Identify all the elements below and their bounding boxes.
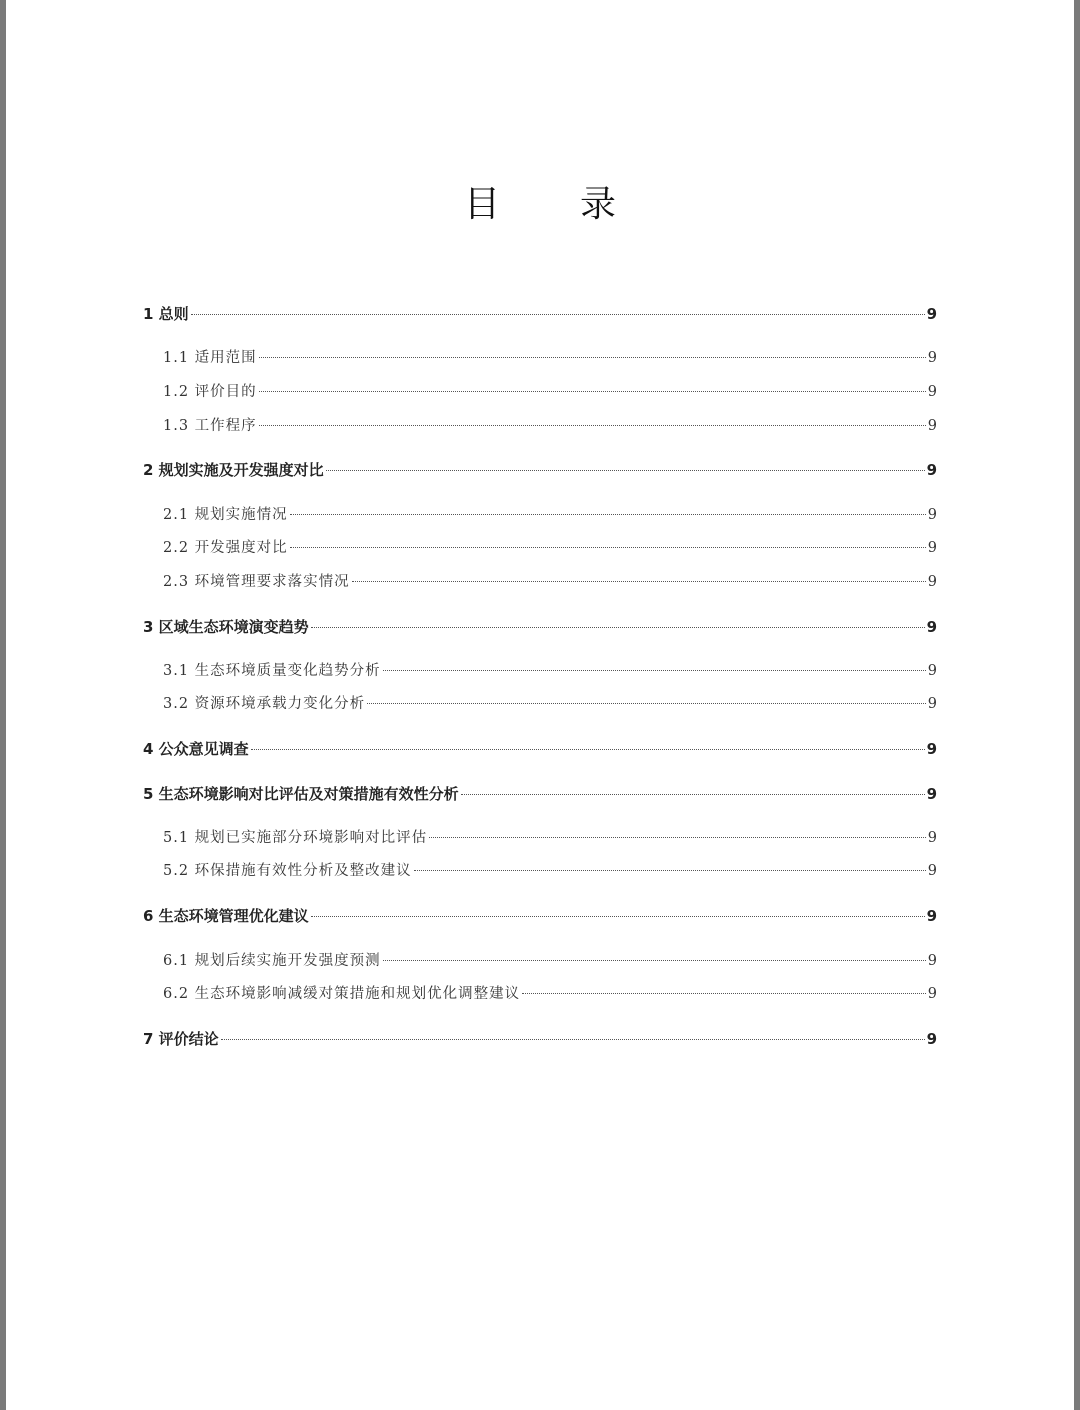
toc-entry-page: 9: [927, 540, 937, 556]
dot-leader: [367, 703, 926, 704]
toc-entry-page: 9: [927, 953, 937, 969]
toc-entry-1-1[interactable]: [143, 346, 937, 370]
toc-entry-label: 4 公众意见调查: [143, 740, 249, 758]
document-page: [6, 0, 1074, 1410]
dot-leader: [191, 314, 925, 315]
toc-entry-label: 6 生态环境管理优化建议: [143, 907, 309, 925]
dot-leader: [383, 960, 926, 961]
toc-entry-label: 6.1 规划后续实施开发强度预测: [163, 953, 381, 969]
dot-leader: [259, 425, 926, 426]
toc-entry-page: 9: [927, 830, 937, 846]
dot-leader: [311, 627, 925, 628]
toc-entry-5[interactable]: [143, 782, 937, 806]
toc-entry-label: 6.2 生态环境影响减缓对策措施和规划优化调整建议: [163, 986, 521, 1002]
toc-entry-3[interactable]: [143, 615, 937, 639]
toc-entry-page: 9: [926, 618, 937, 636]
toc-entry-label: 5.2 环保措施有效性分析及整改建议: [163, 863, 412, 879]
dot-leader: [311, 916, 925, 917]
toc-entry-label: 5.1 规划已实施部分环境影响对比评估: [163, 830, 428, 846]
toc-entry-6[interactable]: [143, 904, 937, 928]
dot-leader: [290, 547, 926, 548]
toc-entry-page: 9: [926, 1030, 937, 1048]
dot-leader: [259, 391, 926, 392]
dot-leader: [290, 514, 926, 515]
toc-entry-1[interactable]: [143, 302, 937, 326]
toc-entry-label: 1 总则: [143, 305, 189, 323]
page-title: [6, 176, 1074, 227]
toc-entry-5-1[interactable]: [143, 826, 937, 850]
toc-entry-label: 7 评价结论: [143, 1030, 219, 1048]
toc-entry-label: 3.2 资源环境承载力变化分析: [163, 696, 366, 712]
toc-entry-label: 1.1 适用范围: [163, 350, 257, 366]
dot-leader: [461, 794, 925, 795]
toc-entry-page: 9: [926, 740, 937, 758]
toc-entry-1-2[interactable]: [143, 380, 937, 404]
toc-entry-page: 9: [927, 696, 937, 712]
title-char-2: 录: [580, 184, 617, 225]
toc-entry-1-3[interactable]: [143, 414, 937, 438]
dot-leader: [383, 670, 926, 671]
toc-entry-5-2[interactable]: [143, 859, 937, 883]
toc-entry-label: 3 区域生态环境演变趋势: [143, 618, 309, 636]
dot-leader: [326, 470, 925, 471]
toc-entry-page: 9: [927, 350, 937, 366]
toc-entry-page: 9: [926, 785, 937, 803]
dot-leader: [522, 993, 926, 994]
dot-leader: [414, 870, 926, 871]
toc-entry-page: 9: [926, 461, 937, 479]
toc-entry-2-1[interactable]: [143, 503, 937, 527]
toc-entry-6-1[interactable]: [143, 949, 937, 973]
title-char-1: 目: [463, 184, 500, 225]
toc-entry-2-3[interactable]: [143, 570, 937, 594]
dot-leader: [352, 581, 926, 582]
toc-entry-page: 9: [927, 418, 937, 434]
dot-leader: [251, 749, 925, 750]
toc-entry-2-2[interactable]: [143, 536, 937, 560]
dot-leader: [259, 357, 926, 358]
toc-entry-label: 1.3 工作程序: [163, 418, 257, 434]
dot-leader: [221, 1039, 925, 1040]
toc-entry-page: 9: [926, 305, 937, 323]
toc-entry-7[interactable]: [143, 1027, 937, 1051]
toc-entry-label: 2.3 环境管理要求落实情况: [163, 574, 350, 590]
toc-entry-page: 9: [927, 574, 937, 590]
toc-entry-page: 9: [927, 384, 937, 400]
dot-leader: [429, 837, 926, 838]
toc-entry-label: 2.2 开发强度对比: [163, 540, 288, 556]
toc-entry-label: 1.2 评价目的: [163, 384, 257, 400]
toc-entry-page: 9: [927, 863, 937, 879]
toc-entry-page: 9: [927, 986, 937, 1002]
toc-entry-3-2[interactable]: [143, 692, 937, 716]
toc-entry-page: 9: [927, 663, 937, 679]
toc-entry-label: 3.1 生态环境质量变化趋势分析: [163, 663, 381, 679]
toc-entry-page: 9: [927, 507, 937, 523]
toc-entry-page: 9: [926, 907, 937, 925]
toc-entry-label: 2.1 规划实施情况: [163, 507, 288, 523]
toc-entry-3-1[interactable]: [143, 659, 937, 683]
toc-entry-label: 2 规划实施及开发强度对比: [143, 461, 324, 479]
toc-entry-label: 5 生态环境影响对比评估及对策措施有效性分析: [143, 785, 459, 803]
toc-entry-4[interactable]: [143, 737, 937, 761]
toc-entry-6-2[interactable]: [143, 982, 937, 1006]
toc-entry-2[interactable]: [143, 458, 937, 482]
